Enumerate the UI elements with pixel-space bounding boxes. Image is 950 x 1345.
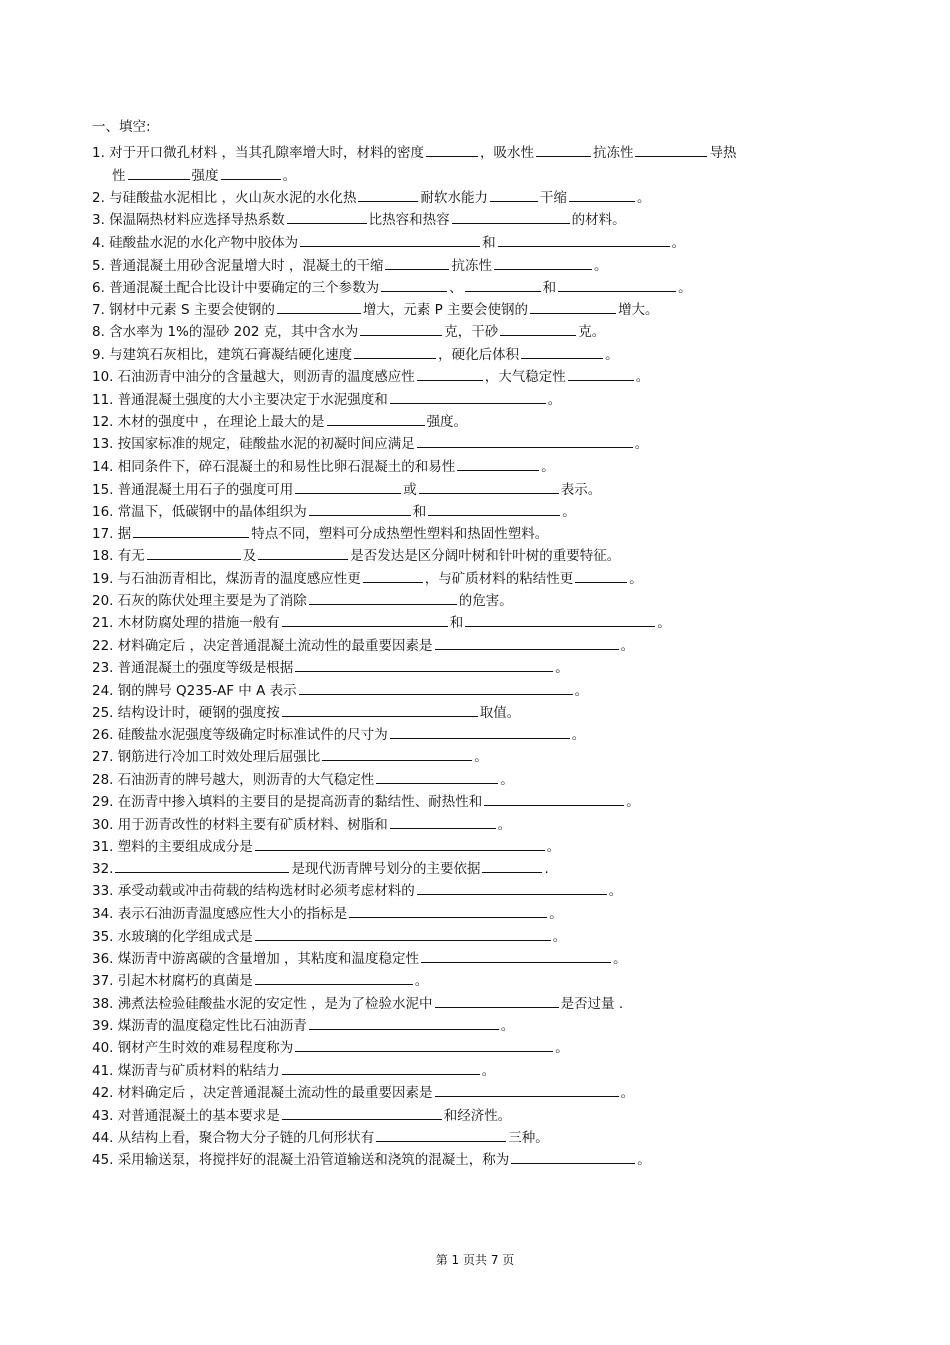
question-line bbox=[92, 949, 627, 968]
answer-blank bbox=[558, 278, 676, 292]
answer-blank bbox=[390, 725, 570, 739]
question-text: 。 bbox=[500, 772, 514, 788]
question-text: 40. 钢材产生时效的难易程度称为 bbox=[92, 1040, 294, 1056]
answer-blank bbox=[390, 815, 496, 829]
question-text: 8. 含水率为 1%的湿砂 202 克，其中含水为 bbox=[92, 324, 359, 340]
answer-blank bbox=[115, 859, 289, 873]
question-line bbox=[92, 345, 619, 364]
question-text: 。 bbox=[635, 369, 650, 385]
question-text: 干缩 bbox=[539, 190, 567, 206]
question-line bbox=[92, 837, 560, 856]
question-text: 抗冻性 bbox=[592, 145, 634, 161]
question-text: 强度。 bbox=[426, 414, 468, 430]
question-text: 是现代沥青牌号划分的主要依据 bbox=[291, 861, 481, 877]
question-text: 。 bbox=[541, 459, 555, 475]
question-text: 。 bbox=[636, 190, 651, 206]
question-line bbox=[92, 636, 634, 655]
question-line bbox=[92, 434, 648, 453]
question-text: 取值。 bbox=[479, 705, 521, 721]
question-line bbox=[92, 256, 607, 275]
answer-blank bbox=[575, 569, 627, 583]
answer-blank bbox=[376, 1128, 506, 1142]
question-text: 16. 常温下，低碳钢中的晶体组织为 bbox=[92, 504, 307, 520]
question-text: 的材料。 bbox=[571, 212, 626, 228]
question-text: 增大，元素 P 主要会使钢的 bbox=[362, 302, 529, 318]
question-text: 15. 普通混凝土用石子的强度可用 bbox=[92, 482, 294, 498]
answer-blank bbox=[530, 300, 616, 314]
answer-blank bbox=[295, 1038, 553, 1052]
answer-blank bbox=[482, 859, 542, 873]
question-text: 。 bbox=[562, 504, 576, 520]
question-line bbox=[92, 569, 643, 588]
question-text: 32. bbox=[92, 861, 114, 877]
question-text: 。 bbox=[605, 347, 619, 363]
question-line bbox=[92, 278, 692, 297]
question-text: 33. 承受动载或冲击荷载的结构选材时必须考虑材料的 bbox=[92, 883, 415, 899]
question-text: 25. 结构设计时，硬钢的强度按 bbox=[92, 705, 280, 721]
question-text: 和 bbox=[542, 280, 557, 296]
answer-blank bbox=[358, 188, 418, 202]
question-line bbox=[92, 703, 520, 722]
question-line bbox=[92, 233, 685, 252]
question-text: 。 bbox=[547, 392, 562, 408]
answer-blank bbox=[457, 457, 539, 471]
question-text: 44. 从结构上看，聚合物大分子链的几何形状有 bbox=[92, 1130, 375, 1146]
question-text: 19. 与石油沥青相比，煤沥青的温度感应性更 bbox=[92, 571, 361, 587]
question-text: 是否过量 . bbox=[560, 996, 624, 1012]
question-text: 或 bbox=[403, 482, 417, 498]
answer-blank bbox=[500, 322, 576, 336]
question-line bbox=[92, 188, 650, 207]
question-text: 41. 煤沥青与矿质材料的粘结力 bbox=[92, 1063, 280, 1079]
question-text: 克。 bbox=[578, 324, 606, 340]
question-text: 35. 水玻璃的化学组成式是 bbox=[92, 929, 253, 945]
question-line bbox=[92, 1061, 495, 1080]
question-text: 13. 按国家标准的规定，硅酸盐水泥的初凝时间应满足 bbox=[92, 436, 415, 452]
answer-blank bbox=[299, 681, 573, 695]
question-text: 26. 硅酸盐水泥强度等级确定时标准试件的尺寸为 bbox=[92, 727, 388, 743]
question-text: 12. 木材的强度中 ，在理论上最大的是 bbox=[92, 414, 325, 430]
question-text: 。 bbox=[626, 794, 640, 810]
question-text: 表示。 bbox=[560, 482, 602, 498]
answer-blank bbox=[309, 1016, 499, 1030]
question-text: ，大气稳定性 bbox=[484, 369, 566, 385]
answer-blank bbox=[354, 345, 436, 359]
question-line bbox=[92, 859, 549, 878]
question-text: 。 bbox=[552, 929, 567, 945]
answer-blank bbox=[435, 636, 619, 650]
question-text: 27. 钢筋进行冷加工时效处理后屈强比 bbox=[92, 749, 321, 765]
section-title: 一、填空: bbox=[92, 119, 151, 135]
answer-blank bbox=[295, 480, 401, 494]
answer-blank bbox=[521, 345, 603, 359]
question-line bbox=[92, 1016, 514, 1035]
question-line bbox=[92, 1083, 634, 1102]
question-text: 2. 与硅酸盐水泥相比 ，火山灰水泥的水化热 bbox=[92, 190, 357, 206]
answer-blank bbox=[419, 480, 559, 494]
question-text: 38. 沸煮法检验硅酸盐水泥的安定性 ，是为了检验水泥中 bbox=[92, 996, 433, 1012]
question-line bbox=[92, 480, 601, 499]
question-line bbox=[92, 143, 736, 162]
question-text: 性 bbox=[112, 168, 126, 184]
answer-blank bbox=[287, 210, 367, 224]
question-line bbox=[92, 412, 467, 431]
question-text: 21. 木材防腐处理的措施一般有 bbox=[92, 615, 280, 631]
answer-blank bbox=[221, 166, 281, 180]
answer-blank bbox=[435, 1083, 619, 1097]
question-text: 3. 保温隔热材料应选择导热系数 bbox=[92, 212, 285, 228]
question-text: 比热容和热容 bbox=[368, 212, 450, 228]
question-line bbox=[92, 658, 569, 677]
question-text: 。 bbox=[574, 683, 589, 699]
question-text: 6. 普通混凝土配合比设计中要确定的三个参数为 bbox=[92, 280, 380, 296]
question-text: 及 bbox=[242, 548, 257, 564]
question-text: 。 bbox=[671, 235, 686, 251]
answer-blank bbox=[258, 546, 348, 560]
question-text: 24. 钢的牌号 Q235-AF 中 A 表示 bbox=[92, 683, 297, 699]
question-text: 。 bbox=[549, 906, 563, 922]
question-text: 。 bbox=[620, 1085, 635, 1101]
question-line bbox=[92, 770, 514, 789]
question-text: 43. 对普通混凝土的基本要求是 bbox=[92, 1108, 280, 1124]
answer-blank bbox=[147, 546, 241, 560]
question-line bbox=[92, 1038, 569, 1057]
answer-blank bbox=[309, 591, 457, 605]
question-line bbox=[92, 792, 640, 811]
question-line bbox=[92, 546, 620, 565]
question-line bbox=[92, 322, 605, 341]
question-line bbox=[92, 210, 626, 229]
answer-blank bbox=[300, 233, 480, 247]
answer-blank bbox=[277, 300, 361, 314]
question-line bbox=[92, 1128, 549, 1147]
question-text: 克，干砂 bbox=[444, 324, 499, 340]
question-text: 。 bbox=[678, 280, 692, 296]
question-text: 5. 普通混凝土用砂含泥量增大时 ，混凝土的干缩 bbox=[92, 258, 384, 274]
question-text: 。 bbox=[481, 1063, 496, 1079]
question-text: 。 bbox=[282, 168, 296, 184]
question-text: 18. 有无 bbox=[92, 548, 145, 564]
answer-blank bbox=[417, 434, 633, 448]
question-text: 是否发达是区分阔叶树和针叶树的重要特征。 bbox=[350, 548, 621, 564]
question-line bbox=[92, 881, 622, 900]
answer-blank bbox=[452, 210, 570, 224]
answer-blank bbox=[465, 613, 655, 627]
answer-blank bbox=[255, 837, 545, 851]
answer-blank bbox=[133, 524, 249, 538]
answer-blank bbox=[511, 1150, 635, 1164]
question-text: 30. 用于沥青改性的材料主要有矿质材料、树脂和 bbox=[92, 817, 388, 833]
answer-blank bbox=[282, 703, 478, 717]
question-text: 。 bbox=[555, 1040, 569, 1056]
question-text: 7. 钢材中元素 S 主要会使钢的 bbox=[92, 302, 275, 318]
answer-blank bbox=[417, 881, 607, 895]
answer-blank bbox=[435, 994, 559, 1008]
question-text: 。 bbox=[634, 436, 649, 452]
answer-blank bbox=[282, 613, 448, 627]
question-text: 31. 塑料的主要组成成分是 bbox=[92, 839, 253, 855]
question-line bbox=[92, 390, 561, 409]
question-line bbox=[92, 367, 649, 386]
question-line bbox=[92, 613, 671, 632]
answer-blank bbox=[421, 949, 611, 963]
question-line bbox=[92, 457, 555, 476]
question-text: 1. 对于开口微孔材料 ，当其孔隙率增大时，材料的密度 bbox=[92, 145, 424, 161]
question-line bbox=[92, 502, 576, 521]
question-text: 。 bbox=[414, 973, 429, 989]
question-text: 。 bbox=[546, 839, 561, 855]
question-text: 28. 石油沥青的牌号越大，则沥青的大气稳定性 bbox=[92, 772, 375, 788]
question-text: 。 bbox=[608, 883, 623, 899]
answer-blank bbox=[569, 188, 635, 202]
question-text: 和经济性。 bbox=[443, 1108, 512, 1124]
question-line bbox=[92, 747, 488, 766]
question-text: 。 bbox=[629, 571, 643, 587]
question-line bbox=[92, 1150, 651, 1169]
answer-blank bbox=[484, 792, 624, 806]
answer-blank bbox=[349, 904, 547, 918]
question-line bbox=[92, 994, 623, 1013]
page-footer: 第 1 页共 7 页 bbox=[435, 1253, 515, 1267]
answer-blank bbox=[417, 367, 483, 381]
answer-blank bbox=[322, 747, 472, 761]
question-text: 9. 与建筑石灰相比，建筑石膏凝结硬化速度 bbox=[92, 347, 353, 363]
question-text: . bbox=[544, 861, 549, 877]
question-text: 22. 材料确定后 ，决定普通混凝土流动性的最重要因素是 bbox=[92, 638, 433, 654]
question-text: 20. 石灰的陈伏处理主要是为了消除 bbox=[92, 593, 307, 609]
question-text: 。 bbox=[571, 727, 586, 743]
question-text: 和 bbox=[412, 504, 427, 520]
question-text: 36. 煤沥青中游离碳的含量增加 ，其粘度和温度稳定性 bbox=[92, 951, 420, 967]
question-text: 三种。 bbox=[508, 1130, 549, 1146]
answer-blank bbox=[295, 658, 553, 672]
question-line bbox=[92, 591, 513, 610]
answer-blank bbox=[385, 256, 449, 270]
question-text: 。 bbox=[555, 660, 569, 676]
question-text: 导热 bbox=[709, 145, 737, 161]
question-text: 和 bbox=[449, 615, 464, 631]
question-text: 特点不同，塑料可分成热塑性塑料和热固性塑料。 bbox=[251, 526, 549, 542]
question-line bbox=[92, 904, 563, 923]
question-text: 14. 相同条件下，碎石混凝土的和易性比卵石混凝土的和易性 bbox=[92, 459, 456, 475]
question-text: 37. 引起木材腐朽的真菌是 bbox=[92, 973, 253, 989]
answer-blank bbox=[635, 143, 707, 157]
question-text: 的危害。 bbox=[458, 593, 513, 609]
question-text: 、 bbox=[449, 280, 463, 296]
question-text: 。 bbox=[497, 817, 512, 833]
question-line bbox=[92, 1106, 511, 1125]
question-text: 10. 石油沥青中油分的含量越大，则沥青的温度感应性 bbox=[92, 369, 415, 385]
question-text: 17. 据 bbox=[92, 526, 132, 542]
question-text: 和 bbox=[482, 235, 496, 251]
question-text: 增大。 bbox=[618, 302, 659, 318]
answer-blank bbox=[376, 770, 498, 784]
question-text: 29. 在沥青中掺入填料的主要目的是提高沥青的黏结性、耐热性和 bbox=[92, 794, 483, 810]
question-text: 。 bbox=[620, 638, 635, 654]
question-text: 。 bbox=[613, 951, 627, 967]
question-text: 34. 表示石油沥青温度感应性大小的指标是 bbox=[92, 906, 348, 922]
answer-blank bbox=[568, 367, 634, 381]
answer-blank bbox=[255, 971, 413, 985]
question-line bbox=[92, 927, 566, 946]
question-text: 耐软水能力 bbox=[420, 190, 488, 206]
question-text: 。 bbox=[474, 749, 488, 765]
question-text: 。 bbox=[500, 1018, 515, 1034]
question-text: 42. 材料确定后 ，决定普通混凝土流动性的最重要因素是 bbox=[92, 1085, 433, 1101]
question-text: 。 bbox=[637, 1152, 651, 1168]
question-line bbox=[92, 725, 585, 744]
question-text: 11. 普通混凝土强度的大小主要决定于水泥强度和 bbox=[92, 392, 388, 408]
answer-blank bbox=[309, 502, 411, 516]
answer-blank bbox=[282, 1061, 480, 1075]
answer-blank bbox=[128, 166, 190, 180]
question-text: ，与矿质材料的粘结性更 bbox=[424, 571, 574, 587]
question-text: 39. 煤沥青的温度稳定性比石油沥青 bbox=[92, 1018, 307, 1034]
answer-blank bbox=[536, 143, 591, 157]
question-line bbox=[92, 971, 428, 990]
answer-blank bbox=[255, 927, 551, 941]
question-line bbox=[112, 166, 296, 185]
question-text: 23. 普通混凝土的强度等级是根据 bbox=[92, 660, 294, 676]
answer-blank bbox=[282, 1106, 442, 1120]
question-line bbox=[92, 300, 659, 319]
question-line bbox=[92, 524, 548, 543]
answer-blank bbox=[360, 322, 442, 336]
question-line bbox=[92, 815, 511, 834]
question-text: ，硬化后体积 bbox=[438, 347, 520, 363]
question-text: 45. 采用输送泵，将搅拌好的混凝土沿管道输送和浇筑的混凝土，称为 bbox=[92, 1152, 510, 1168]
answer-blank bbox=[465, 278, 541, 292]
answer-blank bbox=[363, 569, 423, 583]
question-text: 强度 bbox=[191, 168, 219, 184]
answer-blank bbox=[426, 143, 478, 157]
question-text: ，吸水性 bbox=[479, 145, 534, 161]
answer-blank bbox=[490, 188, 538, 202]
question-text: 。 bbox=[593, 258, 608, 274]
answer-blank bbox=[428, 502, 560, 516]
answer-blank bbox=[494, 256, 592, 270]
answer-blank bbox=[498, 233, 670, 247]
answer-blank bbox=[327, 412, 425, 426]
answer-blank bbox=[381, 278, 447, 292]
question-text: 。 bbox=[657, 615, 671, 631]
answer-blank bbox=[390, 390, 546, 404]
question-text: 抗冻性 bbox=[451, 258, 492, 274]
question-line bbox=[92, 681, 588, 700]
question-text: 4. 硅酸盐水泥的水化产物中胶体为 bbox=[92, 235, 299, 251]
